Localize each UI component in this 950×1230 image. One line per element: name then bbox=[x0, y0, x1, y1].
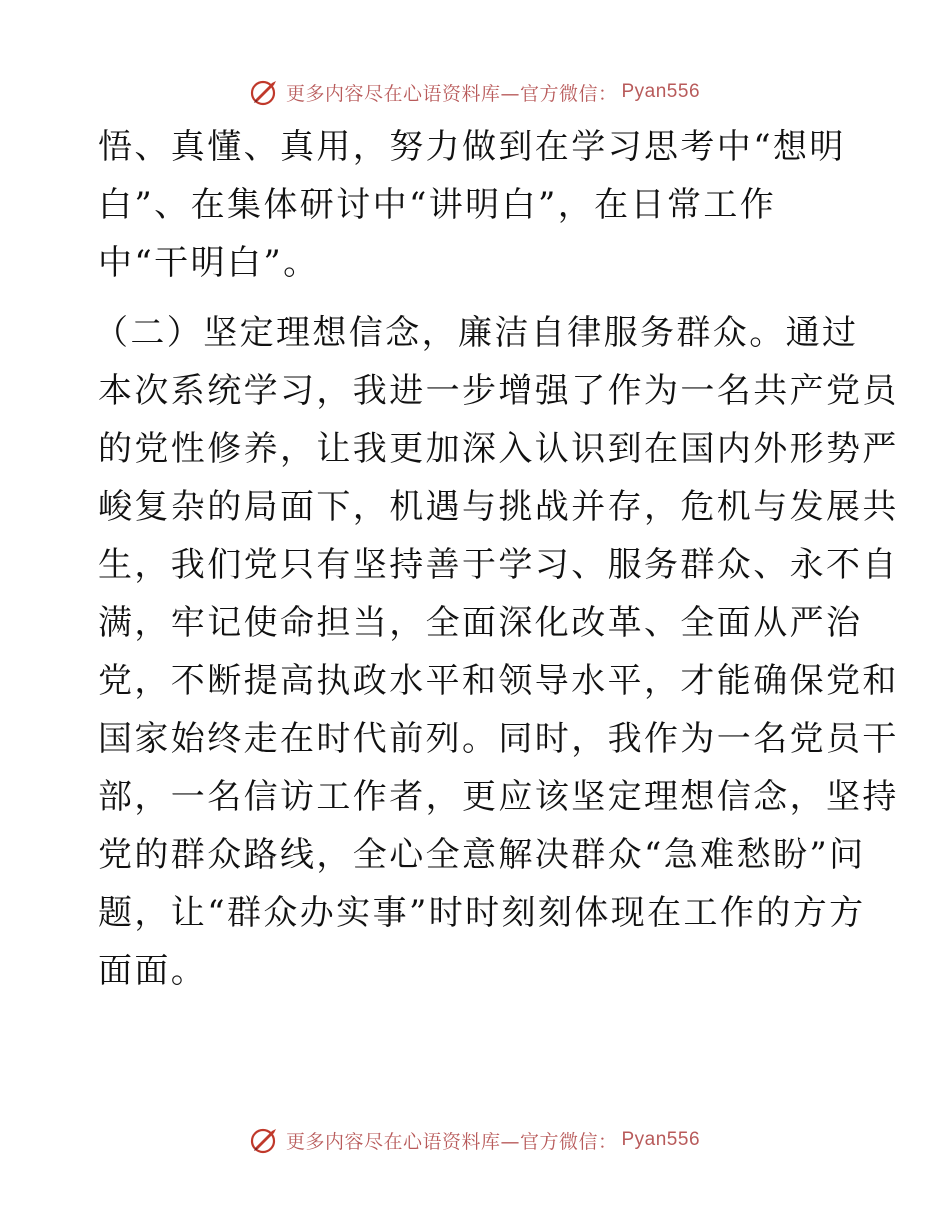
paragraph-line: 国家始终走在时代前列。同时，我作为一名党员干 bbox=[98, 719, 899, 759]
header-watermark bbox=[0, 72, 950, 112]
paragraph-line: 党的群众路线，全心全意解决群众“急难愁盼”问 bbox=[98, 835, 866, 875]
pen-logo-icon bbox=[250, 1125, 280, 1155]
paragraph-line: 本次系统学习，我进一步增强了作为一名共产党员 bbox=[98, 371, 899, 411]
watermark-handle: Pyan556 bbox=[621, 81, 701, 102]
pen-logo-icon bbox=[250, 77, 280, 107]
watermark-text: 更多内容尽在心语资料库—官方微信： bbox=[285, 1130, 618, 1153]
paragraph-line: 的党性修养，让我更加深入认识到在国内外形势严 bbox=[98, 429, 899, 469]
paragraph-line: 面面。 bbox=[98, 951, 208, 991]
paragraph-1 bbox=[98, 118, 850, 292]
paragraph-2 bbox=[94, 304, 899, 1000]
paragraph-line: 题，让“群众办实事”时时刻刻体现在工作的方方 bbox=[98, 893, 866, 933]
paragraph-line: 生，我们党只有坚持善于学习、服务群众、永不自 bbox=[98, 545, 899, 585]
paragraph-line: 部，一名信访工作者，更应该坚定理想信念，坚持 bbox=[98, 777, 899, 817]
paragraph-line: 党，不断提高执政水平和领导水平，才能确保党和 bbox=[98, 661, 899, 701]
document-body bbox=[94, 118, 899, 1000]
footer-watermark bbox=[0, 1120, 950, 1160]
paragraph-line: 中“干明白”。 bbox=[98, 243, 320, 283]
paragraph-line: （二）坚定理想信念，廉洁自律服务群众。通过 bbox=[94, 313, 859, 353]
paragraph-line: 白”、在集体研讨中“讲明白”，在日常工作 bbox=[98, 185, 777, 225]
paragraph-line: 峻复杂的局面下，机遇与挑战并存，危机与发展共 bbox=[98, 487, 899, 527]
watermark-text: 更多内容尽在心语资料库—官方微信： bbox=[285, 82, 618, 105]
paragraph-line: 满，牢记使命担当，全面深化改革、全面从严治 bbox=[98, 603, 863, 643]
watermark-handle: Pyan556 bbox=[621, 1129, 701, 1150]
paragraph-line: 悟、真懂、真用，努力做到在学习思考中“想明 bbox=[98, 127, 846, 167]
